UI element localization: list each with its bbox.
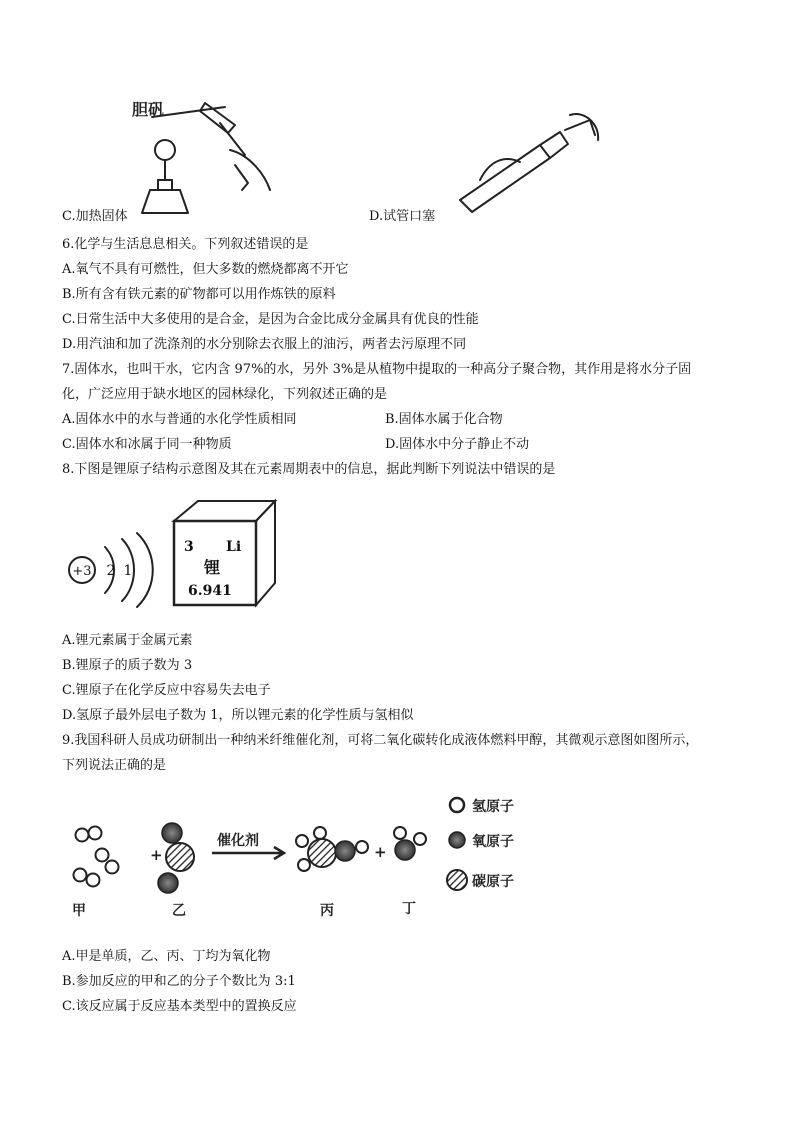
plus-sign-2: + <box>374 843 387 861</box>
label-bing: 丙 <box>320 903 334 919</box>
figure-heating-solid <box>130 95 290 220</box>
legend-hydrogen-swatch <box>450 798 464 812</box>
option-6c: C.日常生活中大多使用的是合金，是因为合金比成分金属具有优良的性能 <box>62 312 479 327</box>
question-6-stem: 6.化学与生活息息相关。下列叙述错误的是 <box>62 237 309 252</box>
legend <box>447 798 514 890</box>
label-yi: 乙 <box>172 903 186 919</box>
option-9b: B.参加反应的甲和乙的分子个数比为 3:1 <box>62 974 296 989</box>
option-6d: D.用汽油和加了洗涤剂的水分别除去衣服上的油污，两者去污原理不同 <box>62 337 467 352</box>
product-ding-water-molecule <box>394 827 426 860</box>
legend-carbon-swatch <box>447 870 467 890</box>
option-6b: B.所有含有铁元素的矿物都可以用作炼铁的原料 <box>62 287 336 302</box>
nucleus-charge: +3 <box>72 564 92 579</box>
legend-hydrogen: 氢原子 <box>472 799 514 815</box>
option-7d: D.固体水中分子静止不动 <box>385 437 530 452</box>
option-8a: A.锂元素属于金属元素 <box>62 633 193 648</box>
label-jia: 甲 <box>72 903 86 919</box>
element-symbol: Li <box>226 539 242 555</box>
option-7b: B.固体水属于化合物 <box>385 412 503 427</box>
question-9-stem-line1: 9.我国科研人员成功研制出一种纳米纤维催化剂，可将二氧化碳转化成液体燃料甲醇，其微观示意图如图所示， <box>62 733 699 748</box>
label-ding: 丁 <box>402 901 416 917</box>
plus-sign: + <box>150 846 163 864</box>
option-8b: B.锂原子的质子数为 3 <box>62 658 193 673</box>
question-8-stem: 8.下图是锂原子结构示意图及其在元素周期表中的信息，据此判断下列说法中错误的是 <box>62 462 556 477</box>
option-9c: C.该反应属于反应基本类型中的置换反应 <box>62 999 297 1014</box>
product-bing-methanol-molecule <box>296 827 368 871</box>
shell-1-electrons: 2 <box>106 563 116 579</box>
reactant-jia-hydrogen-molecules <box>74 827 119 887</box>
catalyst-label: 催化剂 <box>217 833 259 849</box>
option-6a: A.氧气不具有可燃性，但大多数的燃烧都离不开它 <box>62 262 349 277</box>
atomic-mass: 6.941 <box>188 583 232 599</box>
question-7-stem-line1: 7.固体水，也叫干水，它内含 97%的水，另外 3%是从植物中提取的一种高分子聚合物，其作用是将水分子固 <box>62 362 692 377</box>
option-8d: D.氢原子最外层电子数为 1，所以锂元素的化学性质与氢相似 <box>62 708 414 723</box>
question-7-stem-line2: 化，广泛应用于缺水地区的园林绿化，下列叙述正确的是 <box>62 387 388 402</box>
legend-oxygen: 氧原子 <box>472 834 514 850</box>
option-5d: D.试管口塞 <box>369 209 436 224</box>
element-name: 锂 <box>204 558 221 577</box>
option-8c: C.锂原子在化学反应中容易失去电子 <box>62 683 271 698</box>
option-7c: C.固体水和冰属于同一种物质 <box>62 437 232 452</box>
option-9a: A.甲是单质，乙、丙、丁均为氧化物 <box>62 949 271 964</box>
legend-oxygen-swatch <box>449 832 465 848</box>
shell-2-electrons: 1 <box>123 563 133 579</box>
option-7a: A.固体水中的水与普通的水化学性质相同 <box>62 412 297 427</box>
question-9-stem-line2: 下列说法正确的是 <box>62 758 167 773</box>
reaction-micro-diagram <box>62 785 562 925</box>
legend-carbon: 碳原子 <box>472 874 514 890</box>
option-5c: C.加热固体 <box>62 209 128 224</box>
reactant-yi-co2-molecule <box>158 823 194 893</box>
lithium-atom-structure-diagram <box>62 525 167 615</box>
figure-label-danfan: 胆矾 <box>132 100 165 119</box>
figure-stopper-tube <box>450 100 610 215</box>
periodic-table-cell-lithium <box>160 497 280 612</box>
atomic-number: 3 <box>184 539 194 555</box>
